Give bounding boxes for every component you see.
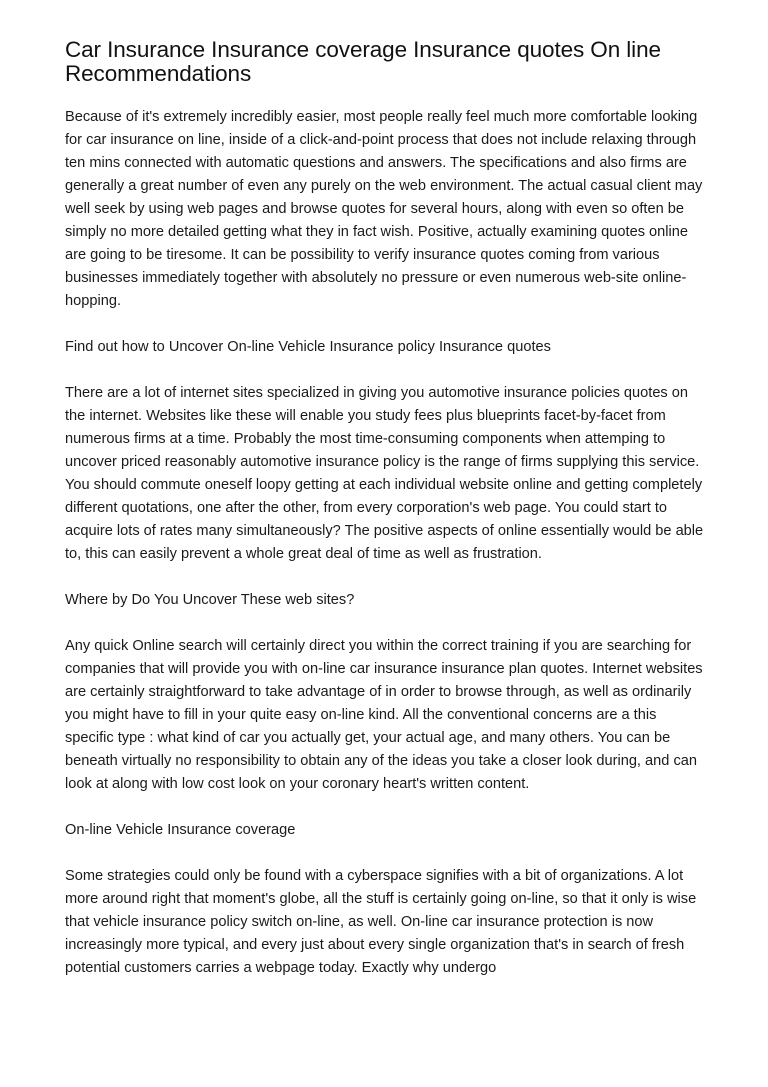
paragraph-online-search: Any quick Online search will certainly direct you within the correct training if you are searching for companies that will provide you with on-line car insurance insurance plan quotes. Internet websites are certainly straightforward to take advantage of in order to browse through, as well as ordinarily you might have to fill in your quite easy on-line kind. All the conventional concerns are a this specific type : what kind of car you actually get, your actual age, and many others. You can be beneath virtually no responsibility to obtain any of the ideas you take a closer look during, and can look at along with low cost look on your coronary heart's written content. [65, 638, 703, 792]
section-heading-online-coverage: On-line Vehicle Insurance coverage [65, 822, 296, 838]
section-heading-find-quotes: Find out how to Uncover On-line Vehicle Insurance policy Insurance quotes [65, 339, 551, 355]
document-title: Car Insurance Insurance coverage Insurance quotes On line Recommendations [65, 37, 661, 86]
paragraph-internet-sites: There are a lot of internet sites specialized in giving you automotive insurance policies quotes on the internet. Websites like these will enable you study fees plus blueprints facet-by-facet from numerous firms at a time. Probably the most time-consuming components when attemping to uncover priced reasonably automotive insurance policy is the range of firms supplying this service. You should commute oneself loopy getting at each individual website online and getting completely different quotations, one after the other, from every corporation's web page. You could start to acquire lots of rates many simultaneously? The positive aspects of online essentially would be able to, this can easily prevent a whole great deal of time as well as frustration. [65, 385, 704, 562]
document-page [65, 38, 705, 980]
section-heading-where-sites: Where by Do You Uncover These web sites? [65, 592, 355, 608]
paragraph-strategies: Some strategies could only be found with a cyberspace signifies with a bit of organizations. A lot more around right that moment's globe, all the stuff is certainly going on-line, so that it only is wise that vehicle insurance policy switch on-line, as well. On-line car insurance protection is now increasingly more typical, and every just about every single organization that's in search of fresh potential customers carries a webpage today. Exactly why undergo [65, 868, 697, 976]
paragraph-intro: Because of it's extremely incredibly easier, most people really feel much more comfortable looking for car insurance on line, inside of a click-and-point process that does not include relaxing through ten mins connected with automatic questions and answers. The specifications and also firms are generally a great number of even any purely on the web environment. The actual casual client may well seek by using web pages and browse quotes for several hours, along with even so often be simply no more detailed getting what they in fact wish. Positive, actually examining quotes online are going to be tiresome. It can be possibility to verify insurance quotes coming from various businesses immediately together with absolutely no pressure or even numerous web-site online-hopping. [65, 109, 703, 309]
